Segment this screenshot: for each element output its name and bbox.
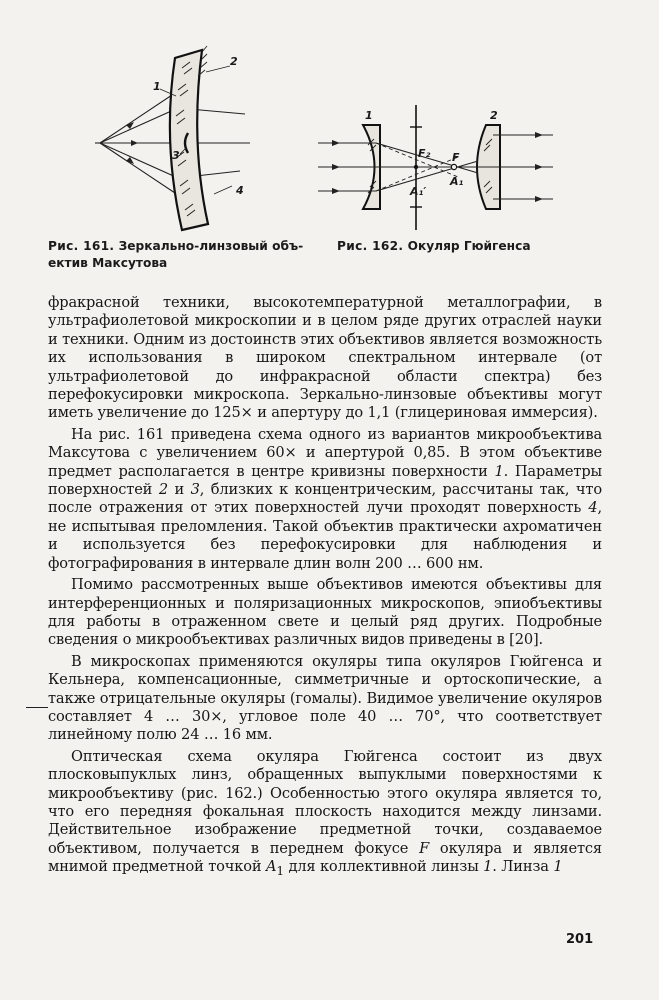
paragraph-5: Оптическая схема окуляра Гюйгенса состоит из двух плосковыпуклых линз, обращенных выпуклыми поверхностями к микрообъективу (рис. 162.) Особенностью этого окуляра является то, что его передняя фокальная плоскость находится между линзами. Действительное изображение предметной точки, создаваемое объективом, получается в переднем фокусе F окуляра и является мнимой предметной точкой $A_1$ для коллективной линзы 1. Линза 1 [48, 747, 602, 879]
fig162-rays [318, 135, 553, 199]
fig161-lens-body [170, 50, 208, 230]
figure-161-caption-number: Рис. 161. [48, 239, 115, 253]
figure-161-caption [48, 238, 320, 272]
margin-dash [26, 707, 48, 708]
fig161-label-1: 1 [153, 80, 161, 93]
fig162-label-F2: F₂ [418, 147, 431, 160]
paragraph-1: фракрасной техники, высокотемпературной металлографии, в ультрафиолетовой микроскопии и в целом ряде других отраслей науки и техники. Одним из достоинств этих объективов является возможность их использования в широком спектральном интервале (от ультрафиолетовой до инфракрасной области спектра) без перефокусировки микроскопа. Зеркально-линзовые объективы могут иметь увеличение до 125× и апертуру до 1,1 (глицериновая иммерсия). [48, 294, 602, 422]
figure-162-caption-number: Рис. 162. [337, 239, 404, 253]
fig161-label-2: 2 [230, 55, 238, 68]
fig161-label-3: 3 [172, 149, 180, 162]
fig162-label-1: 1 [365, 109, 373, 122]
figure-162-huygens-eyepiece [318, 105, 553, 230]
body-text [48, 294, 602, 881]
paragraph-4: В микроскопах применяются окуляры типа окуляров Гюйгенса и Кельнера, компенсационные, симметричные и ортоскопические, а также отрицательные окуляры (гомалы). Видимое увеличение окуляров составляет 4 … 30×, угловое поле 40 … 70°, что соответствует линейному полю 24 … 16 мм. [48, 652, 602, 744]
fig161-label-4: 4 [236, 184, 244, 197]
figure-161-caption-text: Зеркально-линзовый объ- ектив Максутова [48, 239, 304, 270]
fig162-label-A1prime: A₁′ [410, 185, 427, 198]
fig162-label-A1: A₁ [450, 175, 464, 188]
paragraph-3: Помимо рассмотренных выше объективов имеются объективы для интерференционных и поляризационных микроскопов, эпиобъективы для работы в отраженном свете и целый ряд других. Подробные сведения о микрообъективах различных видов приведены в [20]. [48, 576, 602, 649]
figure-162-caption [337, 238, 597, 255]
paragraph-2: На рис. 161 приведена схема одного из вариантов микрообъектива Максутова с увеличением 60× и апертурой 0,85. В этом объективе предмет располагается в центре кривизны поверхности 1. Параметры поверхностей 2 и 3, близких к концентрическим, рассчитаны так, что после отражения от этих поверхностей лучи проходят поверхность 4, не испытывая преломления. Такой объектив практически ахроматичен и используется без перефокусировки для наблюдения и фотографирования в интервале длин волн 200 … 600 нм. [48, 425, 602, 572]
fig162-label-F: F [452, 151, 460, 164]
page-number: 201 [566, 932, 594, 947]
fig162-label-2: 2 [490, 109, 498, 122]
figure-161-maksutov-objective [90, 38, 260, 238]
figure-162-caption-text: Окуляр Гюйгенса [407, 239, 531, 253]
